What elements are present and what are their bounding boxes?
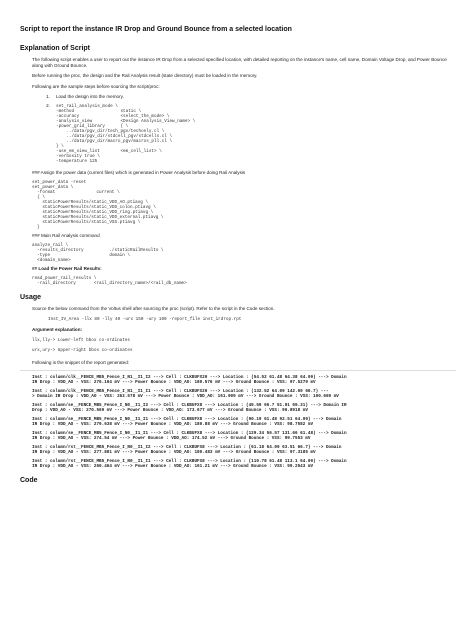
explanation-paragraph-2: Before running the proc, the design and the Rail Analysis result (state directory) must be loaded in the memory. bbox=[32, 73, 258, 79]
document-page bbox=[20, 26, 456, 489]
report-line: Inst : column/se__FENCE_MB5_Fence_I_N0__I1_I1 ---> Cell : CLKBUFX8 ---> Location : (129.34 56.57 131.66 61.48) ---> Domain IR Drop : VDD_AO - VSS: 274.54 mV ---> Power Bounce : VDD_AO: 174.52 mV ---> Ground Bounce : VSS: 99.7553 mV bbox=[32, 431, 347, 442]
snippet-intro: Following is the snippet of the report generated: bbox=[32, 360, 130, 366]
explanation-heading: Explanation of Script bbox=[20, 45, 91, 52]
step-1-number: 1. bbox=[46, 93, 50, 99]
report-line: Inst : column/clk__FENCE_MB5_Fence_I_N1__I1_I1 ---> Cell : CLKBUFX20 ---> Location : (132.52 64.09 142.69 66.7) --- > Domain IR Drop : VDD_AO - VSS: 262.578 mV ---> Power Bounce : VDD_AO: 161.909 mV ---> Ground Bounce : VSS: 100.669 mV bbox=[32, 389, 339, 400]
usage-heading: Usage bbox=[20, 294, 42, 302]
read-results-code: read_power_rail_results \ -rail_directory <rail_directory_name>/<rail_db_name> bbox=[32, 276, 187, 287]
explanation-paragraph-3: Following are the sample steps before sourcing the script/proc: bbox=[32, 83, 160, 89]
report-snippet bbox=[20, 375, 456, 469]
explanation-paragraph-1: The following script enables a user to report out the instance IR Drop from a selected specified location, with detailed reporting on the instance's name, cell name, Domain Voltage Drop, and Power Bounce along with Ground Bounce. bbox=[32, 57, 447, 69]
load-results-heading: ## Load the Power Rail Results: bbox=[32, 266, 102, 272]
report-line: Inst : column/se__FENCE_MB5_Fence_I_N0__I1_I1 ---> Cell : CLKBUFX8 ---> Location : (90.19 61.48 92.51 64.09) ---> Domain IR Drop : VDD_AO - VSS: 279.638 mV ---> Power Bounce : VDD_AO: 180.88 mV ---> Ground Bounce : VSS: 98.7582 mV bbox=[32, 417, 342, 428]
report-line: Inst : column/clk__FENCE_MB5_Fence_I_N1__I1_I2 ---> Cell : CLKBUFX20 ---> Location : (54.52 61.48 64.38 64.09) ---> Domain IR Drop : VDD_AO - VSS: 276.104 mV ---> Power Bounce : VDD_AO: 180.576 mV ---> Ground Bounce : VSS: 97.5279 mV bbox=[32, 375, 347, 386]
usage-command: Inst_IV_Area -llx 80 -lly 40 -urx 150 -ury 100 -report_file inst_irdrop.rpt bbox=[48, 316, 242, 322]
report-line: Inst : column/rst__FENCE_MB5_Fence_I_N0__I1_I1 ---> Cell : CLKBUFX8 ---> Location : (110.78 61.48 113.1 64.09) ---> Domain IR Drop : VDD_AO - VSS: 260.464 mV ---> Power Bounce : VDD_AO: 161.21 mV ---> Ground Bounce : VSS: 99.2543 mV bbox=[32, 459, 347, 470]
argument-urx bbox=[20, 347, 456, 353]
divider bbox=[20, 370, 456, 371]
analyze-rail-code: analyze_rail \ -results_directory ./staticRailResults \ -type domain \ <domain_name> bbox=[32, 243, 164, 264]
main-rail-heading: ### Main Rail Analysis command bbox=[32, 233, 100, 239]
argument-llx-text: llx,lly-> Lower-left bbox co-ordinates bbox=[32, 337, 130, 343]
assign-power-heading: ### Assign the power data (current files) which is generated in Power Analysis before doing Rail Analysis bbox=[32, 169, 246, 175]
argument-heading: Argument explanation: bbox=[32, 326, 83, 332]
step-2-number: 2. bbox=[46, 102, 50, 108]
step-2 bbox=[20, 103, 456, 167]
usage-paragraph: Source the below command from the Voltus shell after sourcing the proc (script). Refer to the script in the Code section. bbox=[32, 306, 275, 312]
argument-urx-text: urx,ury-> Upper-right bbox co-ordinates bbox=[32, 348, 133, 354]
report-line: Inst : column/se__FENCE_MB5_Fence_I_N0__I1_I2 ---> Cell : CLKBUFX8 ---> Location : (49.59 66.7 51.91 69.31) ---> Domain IR Drop : VDD_AO - VSS: 270.569 mV ---> Power Bounce : VDD_AO: 173.677 mV ---> Ground Bounce : VSS: 96.8918 mV bbox=[32, 403, 347, 414]
page-title: Script to report the instance IR Drop and Ground Bounce from a selected location bbox=[20, 26, 292, 33]
step-1-text: Load the design into the memory. bbox=[56, 93, 124, 99]
power-data-code: set_power_data -reset set_power_data \ -format current \ { \ staticPowerResults/static_VDD_AO.ptiavg \ staticPowerResults/static_VDD_colon.ptiavg \ staticPowerResults/static_VDD_ring.ptiavg \ staticPowerResults/static_VDD_external.ptiavg \ staticPowerResults/static_VSS.ptiavg \ } bbox=[32, 180, 164, 231]
code-heading: Code bbox=[20, 477, 38, 485]
rail-analysis-mode-code: set_rail_analysis_mode \ -method static \ -accuracy <select_the_mode> \ -analysis_view <Design Analysis_View_name> \ -power_grid_library { \ ../data/pgv_dir/tech_pgv/techonly.cl \ ../data/pgv_dir/stdcell_pgv/stdcells.cl \ ../data/pgv_dir/macro_pgv/macros_pll.cl \ } \ -use_em_view_list <em_cell_list> \ -verbosity true \ -temperature 125 bbox=[56, 103, 196, 164]
report-line: Inst : column/rst__FENCE_MB5_Fence_I_N0__I1_I2 ---> Cell : CLKBUFX8 ---> Location : (61.18 64.09 63.51 66.7) ---> Domain IR Drop : VDD_AO - VSS: 277.801 mV ---> Power Bounce : VDD_AO: 180.483 mV ---> Ground Bounce : VSS: 97.3185 mV bbox=[32, 445, 342, 456]
argument-llx bbox=[20, 337, 456, 343]
